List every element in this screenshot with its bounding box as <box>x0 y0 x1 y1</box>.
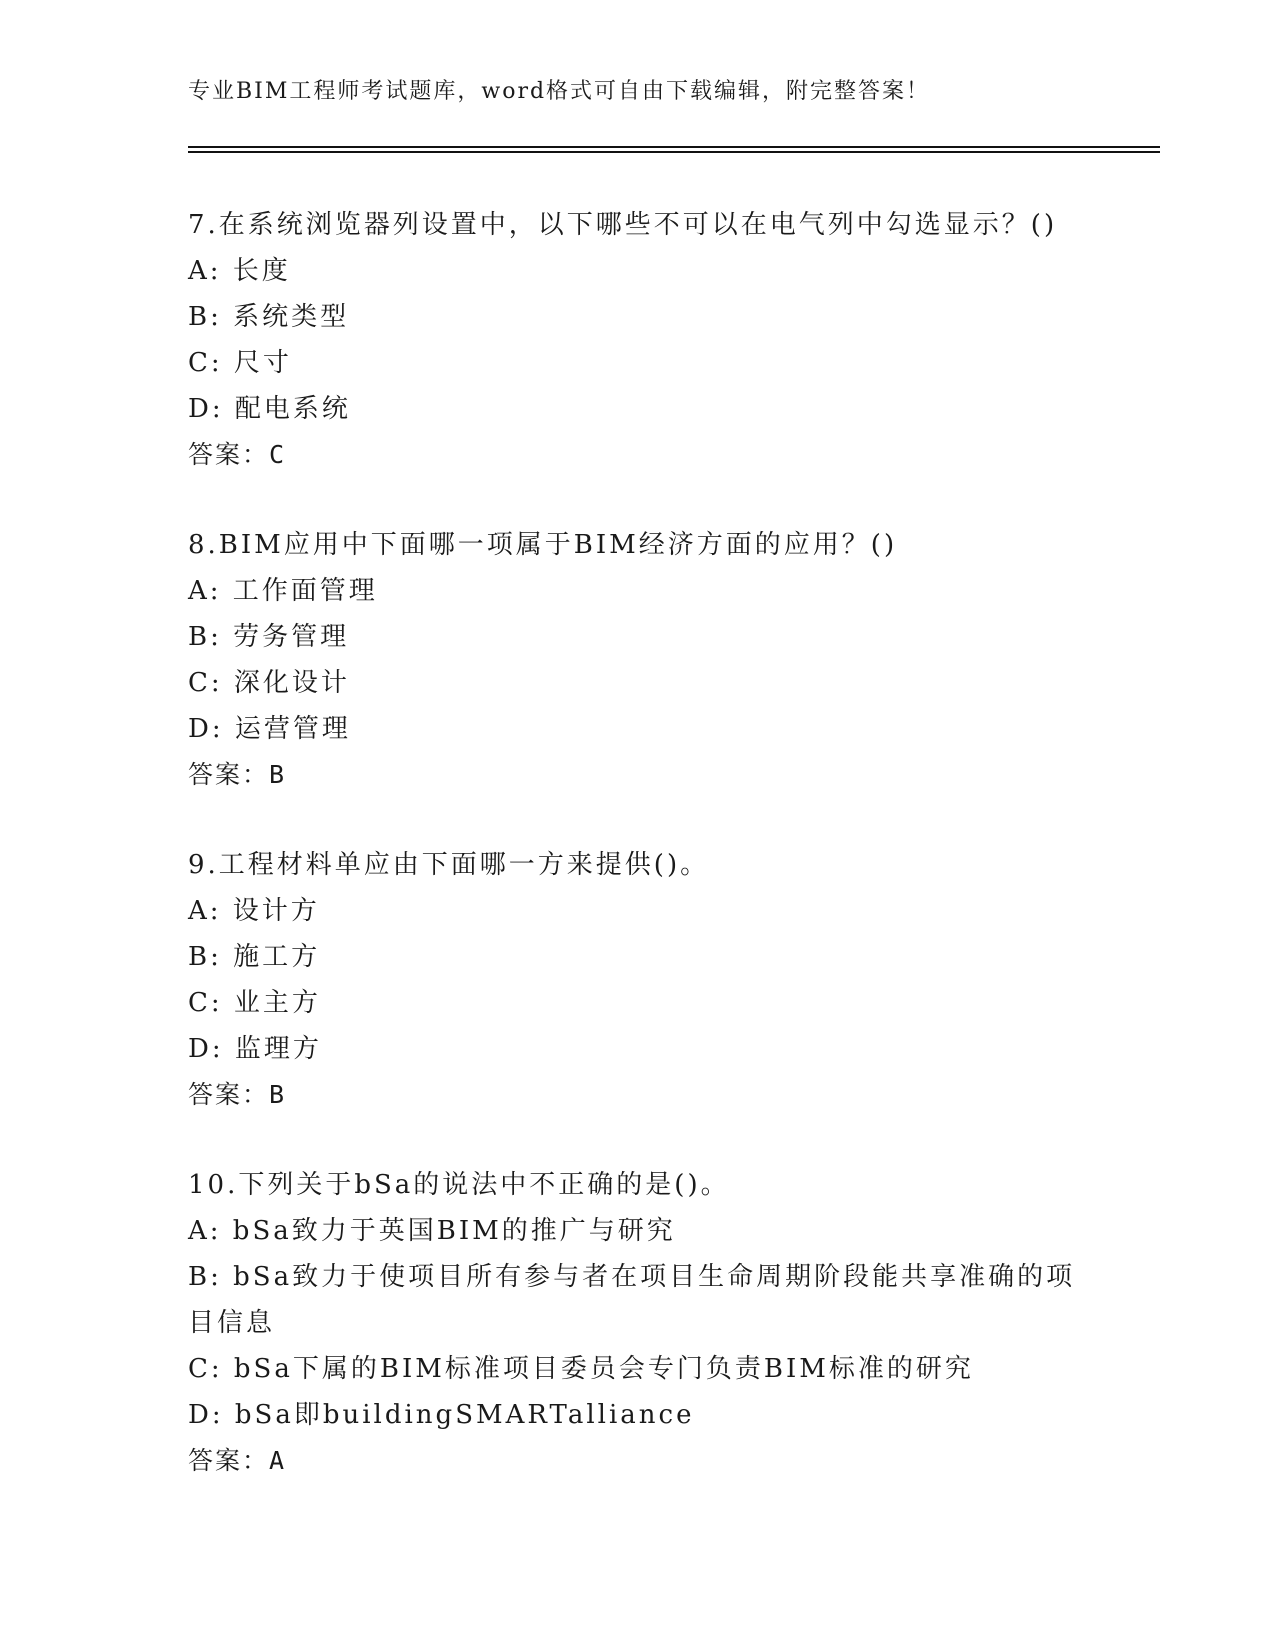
answer-value: A <box>269 1446 287 1475</box>
option-a: A: 工作面管理 <box>188 576 378 606</box>
answer-value: B <box>269 1080 287 1109</box>
option-d: D: 运营管理 <box>188 714 351 744</box>
option-a: A: 设计方 <box>188 896 320 926</box>
answer-label: 答案： <box>188 1446 270 1475</box>
option-b: B: bSa致力于使项目所有参与者在项目生命周期阶段能共享准确的项目信息 <box>188 1262 1076 1338</box>
answer-label: 答案： <box>188 1080 270 1109</box>
option-c: C: 尺寸 <box>188 348 292 378</box>
answer-line <box>188 752 1088 798</box>
document-header: 专业BIM工程师考试题库，word格式可自由下载编辑，附完整答案！ <box>188 79 931 104</box>
option-d: D: bSa即buildingSMARTalliance <box>188 1400 695 1430</box>
option-d: D: 配电系统 <box>188 394 351 424</box>
answer-label: 答案： <box>188 440 270 469</box>
header-divider-bottom <box>188 151 1160 153</box>
answer-line <box>188 1072 1088 1118</box>
answer-value: C <box>269 440 287 469</box>
question-title: 10.下列关于bSa的说法中不正确的是()。 <box>188 1170 730 1200</box>
option-c: C: 深化设计 <box>188 668 350 698</box>
option-b: B: 系统类型 <box>188 302 350 332</box>
question-10 <box>188 1162 1088 1484</box>
question-title: 8.BIM应用中下面哪一项属于BIM经济方面的应用？() <box>188 530 898 560</box>
answer-label: 答案： <box>188 760 270 789</box>
question-title: 9.工程材料单应由下面哪一方来提供()。 <box>188 850 710 880</box>
answer-line <box>188 1438 1088 1484</box>
question-7 <box>188 202 1088 478</box>
option-b: B: 劳务管理 <box>188 622 350 652</box>
header-divider-top <box>188 146 1160 148</box>
option-a: A: bSa致力于英国BIM的推广与研究 <box>188 1216 676 1246</box>
answer-line <box>188 432 1088 478</box>
option-d: D: 监理方 <box>188 1034 322 1064</box>
option-c: C: 业主方 <box>188 988 321 1018</box>
answer-value: B <box>269 760 287 789</box>
option-a: A: 长度 <box>188 256 291 286</box>
option-b: B: 施工方 <box>188 942 321 972</box>
question-9 <box>188 842 1088 1118</box>
question-8 <box>188 522 1088 798</box>
question-title: 7.在系统浏览器列设置中，以下哪些不可以在电气列中勾选显示？() <box>188 210 1058 240</box>
option-c: C: bSa下属的BIM标准项目委员会专门负责BIM标准的研究 <box>188 1354 974 1384</box>
